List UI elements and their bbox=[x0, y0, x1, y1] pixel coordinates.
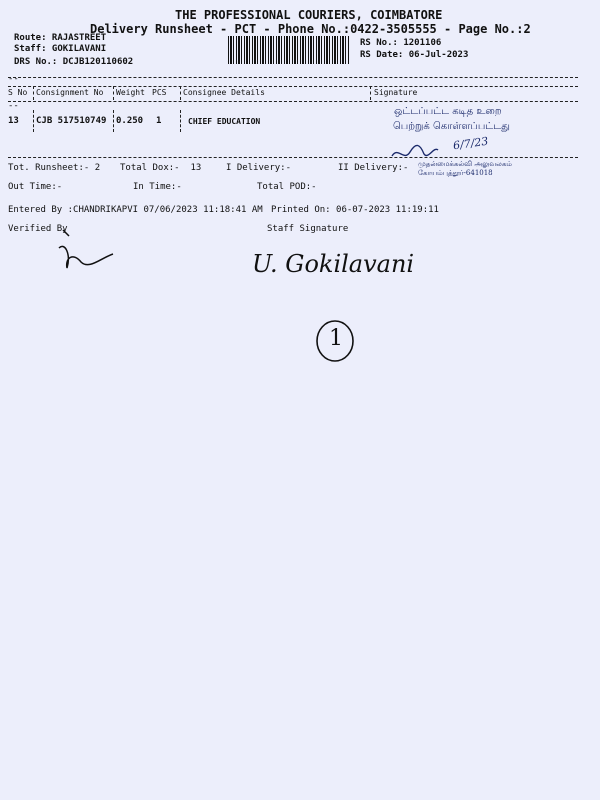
divider-mark: -- bbox=[8, 101, 19, 111]
company-title: THE PROFESSIONAL COURIERS, COIMBATORE bbox=[175, 8, 443, 22]
divider bbox=[8, 157, 578, 158]
receipt-stamp-line1: ஒட்டப்பட்ட கடித உறை bbox=[394, 106, 502, 117]
staff-label: Staff: GOKILAVANI bbox=[14, 44, 107, 54]
second-delivery: II Delivery:- bbox=[338, 163, 409, 173]
divider bbox=[8, 77, 578, 78]
column-header-weight: Weight bbox=[116, 88, 145, 97]
column-header-pcs: PCS bbox=[152, 88, 167, 97]
row-sno: 13 bbox=[8, 116, 19, 126]
runsheet-subtitle: Delivery Runsheet - PCT - Phone No.:0422-3505555 - Page No.:2 bbox=[90, 22, 531, 36]
rs-number: RS No.: 1201106 bbox=[360, 38, 442, 48]
total-dox: Total Dox:- 13 bbox=[120, 163, 202, 173]
column-rule bbox=[180, 86, 181, 100]
verifier-signature bbox=[55, 228, 115, 278]
column-rule bbox=[370, 86, 371, 100]
row-consignee: CHIEF EDUCATION bbox=[188, 117, 261, 126]
column-header-sno: S No bbox=[8, 88, 28, 97]
barcode bbox=[228, 36, 350, 64]
total-runsheet: Tot. Runsheet:- 2 bbox=[8, 163, 101, 173]
column-rule bbox=[33, 110, 34, 132]
total-pod: Total POD:- bbox=[257, 182, 317, 192]
column-rule bbox=[113, 110, 114, 132]
verified-by-label: Verified By bbox=[8, 224, 68, 234]
circled-number: 1 bbox=[329, 326, 343, 351]
office-seal-line2: கோயம்புத்தூர்-641018 bbox=[418, 169, 493, 177]
drs-number: DRS No.: DCJB120110602 bbox=[14, 57, 134, 67]
receipt-stamp-line2: பெற்றுக் கொள்ளப்பட்டது bbox=[393, 121, 510, 132]
divider bbox=[8, 86, 578, 87]
column-header-consignee: Consignee Details bbox=[183, 88, 265, 97]
office-seal-line1: முதன்மைக்கல்வி அலுவலகம் bbox=[418, 160, 512, 168]
column-header-consignment: Consignment No bbox=[36, 88, 104, 97]
stamp-date: 6/7/23 bbox=[452, 134, 490, 153]
row-pcs: 1 bbox=[156, 116, 162, 126]
first-delivery: I Delivery:- bbox=[226, 163, 292, 173]
rs-date: RS Date: 06-Jul-2023 bbox=[360, 50, 469, 60]
column-rule bbox=[113, 86, 114, 100]
staff-signature-label: Staff Signature bbox=[267, 224, 349, 234]
out-time: Out Time:- bbox=[8, 182, 63, 192]
row-consignment: CJB 517510749 bbox=[36, 116, 107, 126]
printed-on: Printed On: 06-07-2023 11:19:11 bbox=[271, 205, 439, 215]
route-label: Route: RAJASTREET bbox=[14, 33, 107, 43]
column-rule bbox=[180, 110, 181, 132]
in-time: In Time:- bbox=[133, 182, 182, 192]
divider-mark: -- bbox=[8, 74, 19, 84]
divider bbox=[8, 101, 578, 102]
entered-by: Entered By :CHANDRIKAPVI 07/06/2023 11:18:41 AM bbox=[8, 205, 263, 215]
staff-signature-name: U. Gokilavani bbox=[252, 250, 415, 278]
column-rule bbox=[33, 86, 34, 100]
column-header-signature: Signature bbox=[374, 88, 418, 97]
row-weight: 0.250 bbox=[116, 116, 144, 126]
